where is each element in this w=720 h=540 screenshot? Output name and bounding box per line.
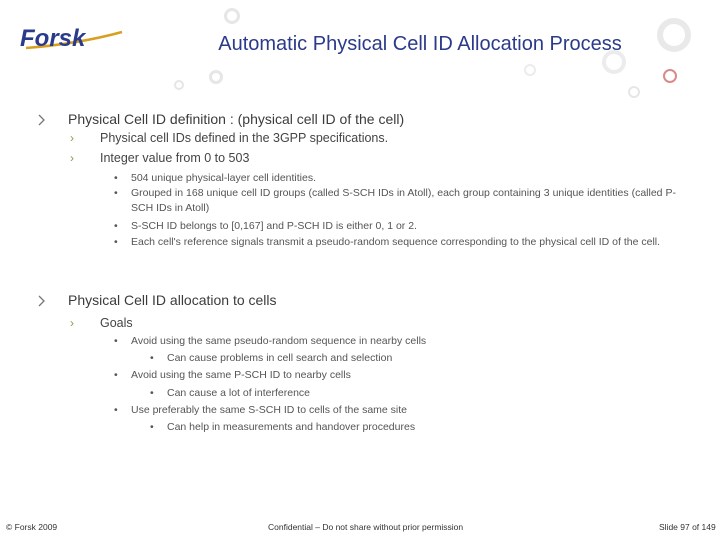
bullet: • 504 unique physical-layer cell identities.: [114, 172, 317, 184]
bullet: • Grouped in 168 unique cell ID groups (called S-SCH IDs in Atoll), each group containing 3 unique identities (called P-SCH IDs in Atoll): [114, 187, 676, 214]
bullet-icon: •: [114, 220, 118, 232]
bullet: • Use preferably the same S-SCH ID to cells of the same site: [114, 404, 408, 416]
bullet-icon: •: [114, 404, 118, 416]
chevron-right-icon: ›: [70, 151, 74, 165]
chevron-right-icon: ›: [70, 316, 74, 330]
decorative-ring: [628, 86, 640, 98]
arrow-right-icon: [38, 295, 46, 307]
bullet: • Each cell's reference signals transmit a pseudo-random sequence corresponding to the physical cell ID of the cell.: [114, 236, 661, 248]
chevron-right-icon: ›: [70, 131, 74, 145]
slide: Forsk Automatic Physical Cell ID Allocation Process Physical Cell ID definition : (physical cell ID of the cell) › Physical cell IDs defined in the 3GPP specifications. › Integer value from 0 to 503 • 504 unique physical-layer cell identities. • Grouped in 168 unique cell ID groups (called S-SCH IDs in Atoll), each group containing 3 unique identities (called P-SCH IDs in Atoll) • S-SCH ID belongs to [0,167] and P-SCH ID is either 0, 1 or 2. • Each cell's reference signals transmit a pseudo-random sequence corresponding to the physical cell ID of the cell. Physical Cell ID allocation to cells › Goals • Avoid using the same pseudo-random sequence in nearby cells • Can cause problems in cell search and selection • Avoid using the same P-SCH ID to nearby cells • Can cause a lot of interference • Use preferably the same S-SCH ID to cells of the same site • Can help in measurements and handover procedures © Forsk 2009 Confidential – Do not share without prior permission Slide 97 of 149: [0, 0, 720, 540]
bullet-icon: •: [150, 387, 154, 399]
decorative-ring: [174, 80, 184, 90]
footer-copyright: © Forsk 2009: [6, 522, 58, 532]
bullet-icon: •: [150, 421, 154, 433]
footer-slide-number: Slide 97 of 149: [659, 522, 716, 532]
arrow-right-icon: [38, 114, 46, 126]
bullet-icon: •: [114, 369, 118, 381]
footer-confidential: Confidential – Do not share without prior permission: [268, 522, 464, 532]
logo-text: Forsk: [20, 25, 86, 52]
bullet-icon: •: [114, 172, 118, 184]
bullet: • S-SCH ID belongs to [0,167] and P-SCH ID is either 0, 1 or 2.: [114, 220, 417, 232]
bullet-icon: •: [114, 187, 118, 199]
decorative-ring: [663, 69, 677, 83]
bullet-icon: •: [114, 236, 118, 248]
bullet-icon: •: [150, 352, 154, 364]
bullet-icon: •: [114, 335, 118, 347]
forsk-logo: [18, 22, 128, 58]
decorative-ring: [209, 70, 223, 84]
bullet: • Avoid using the same P-SCH ID to nearby cells: [114, 369, 351, 381]
bullet: • Avoid using the same pseudo-random sequence in nearby cells: [114, 335, 427, 347]
decorative-ring: [524, 64, 536, 76]
slide-title: Automatic Physical Cell ID Allocation Process: [218, 33, 622, 55]
decorative-ring: [224, 8, 240, 24]
